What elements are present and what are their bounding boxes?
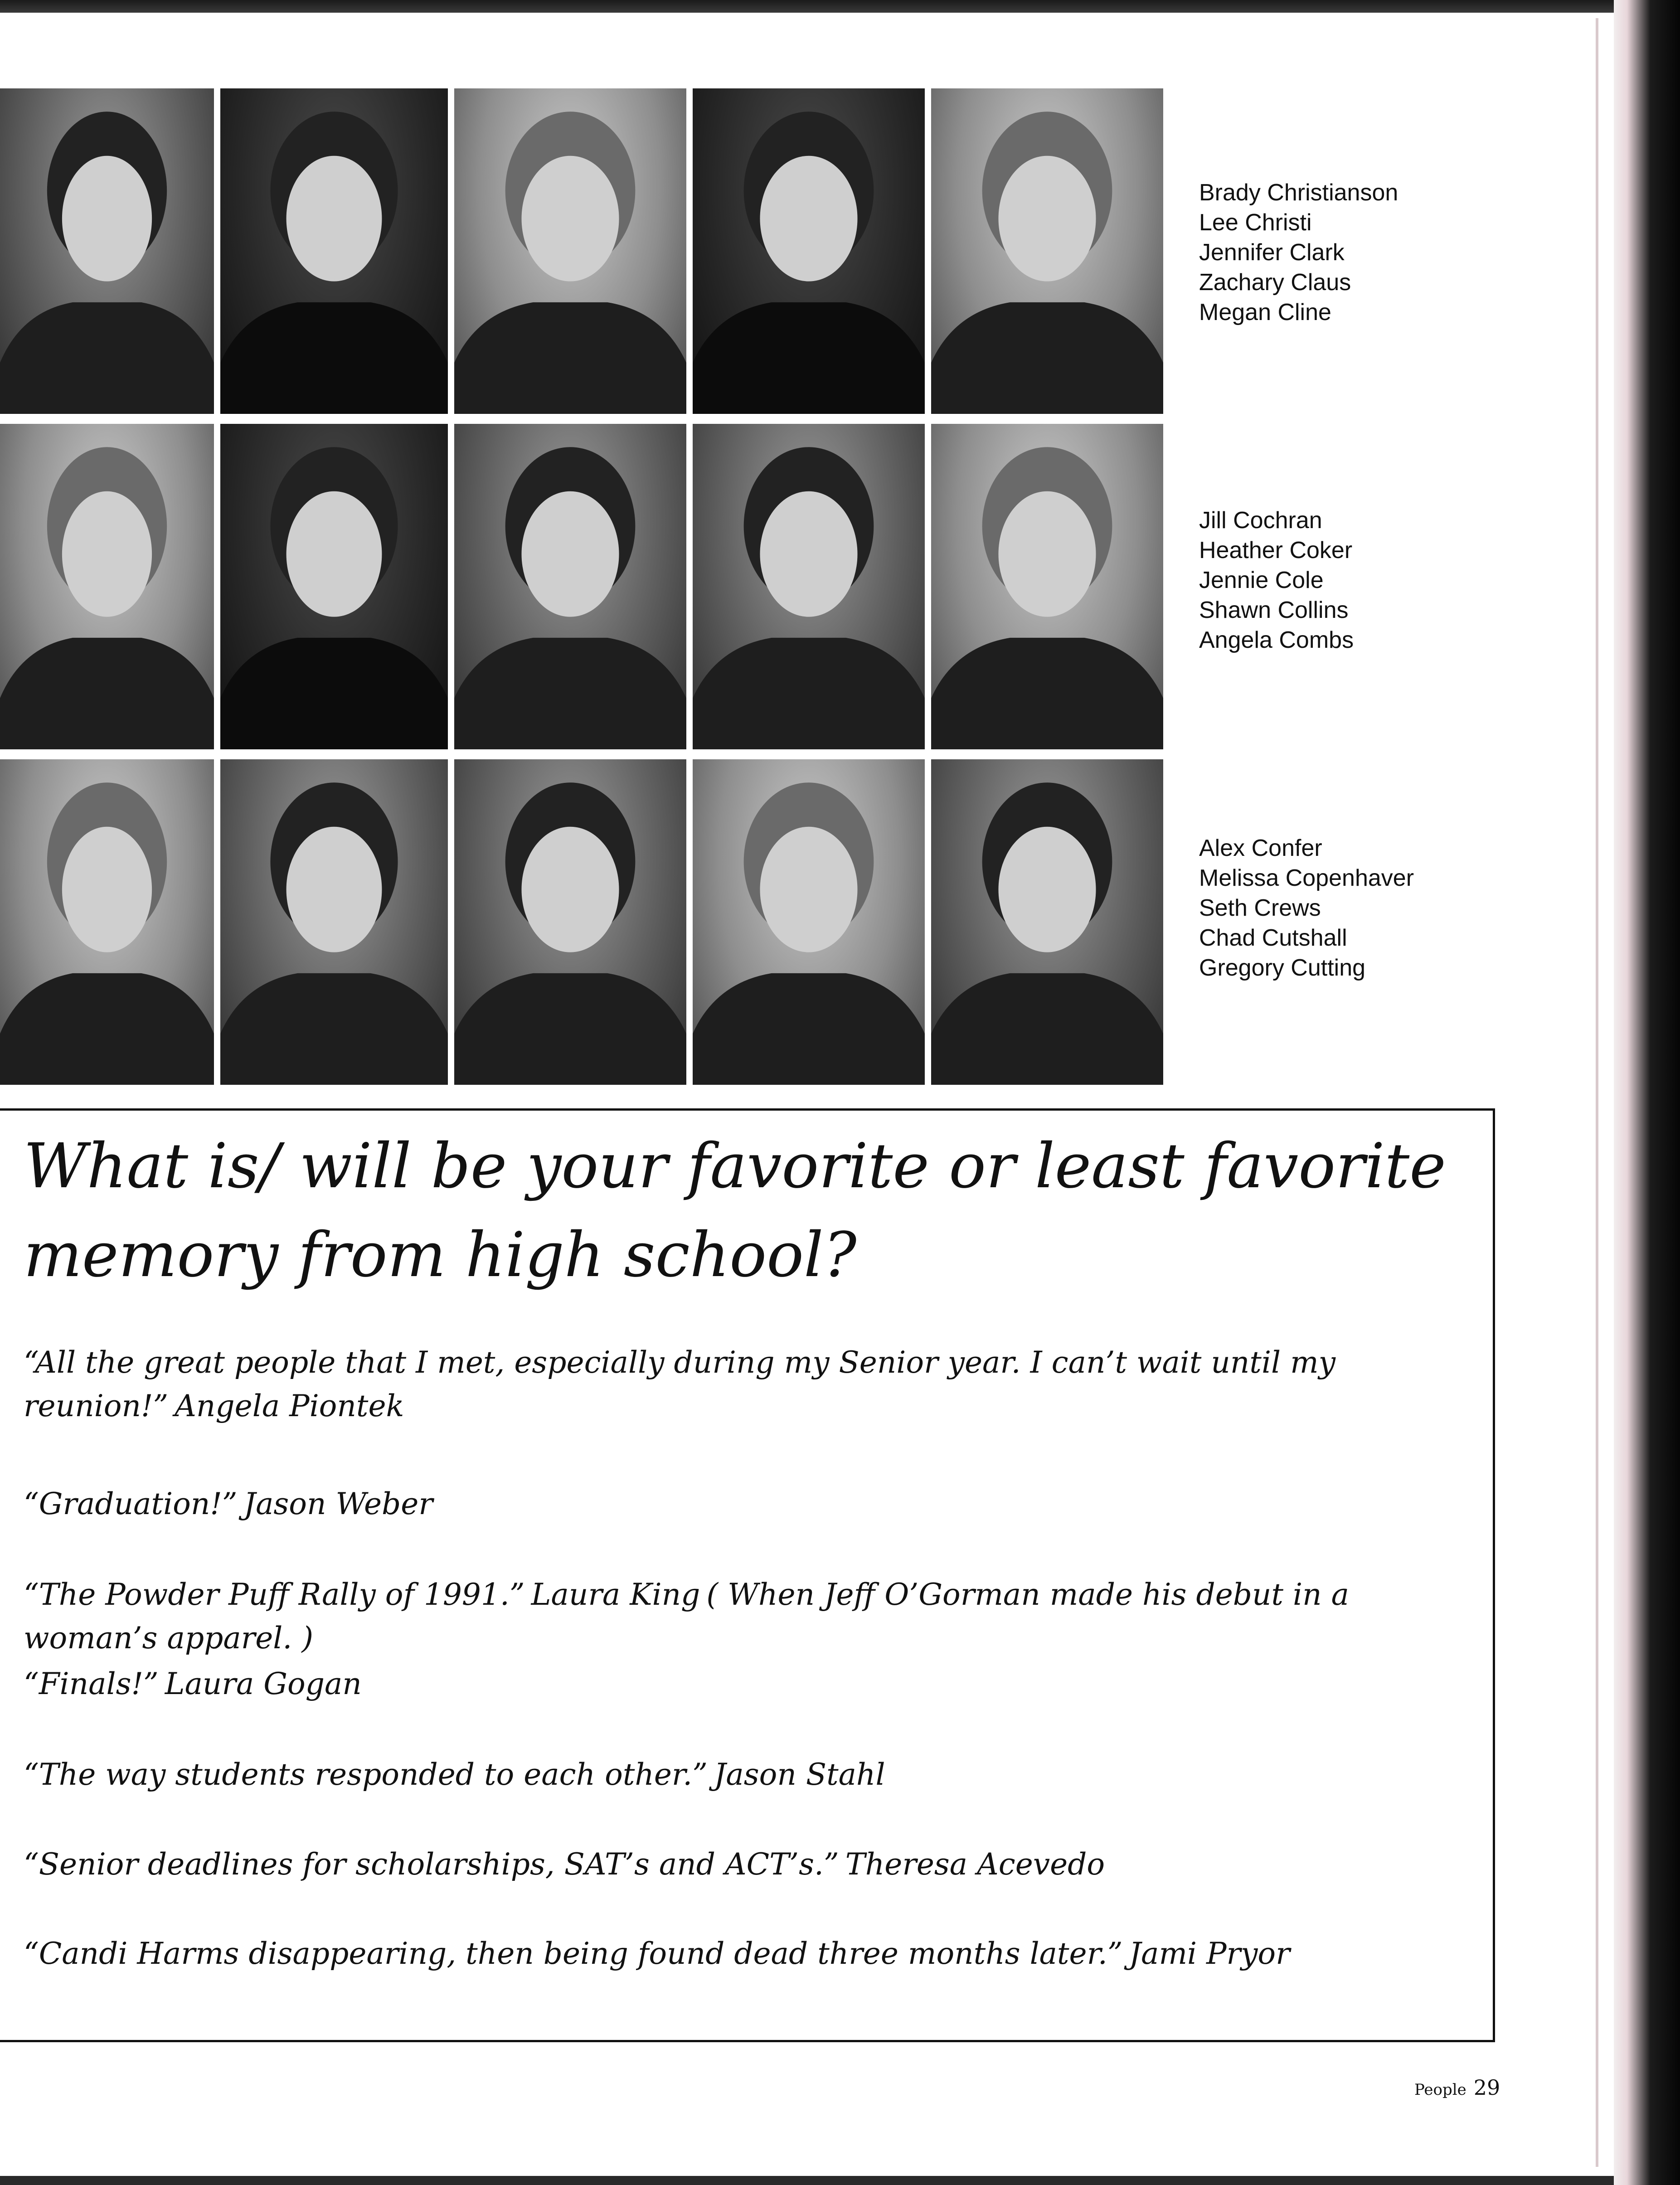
portrait-shawn-collins bbox=[693, 424, 925, 749]
portrait-shoulders bbox=[0, 302, 214, 414]
portrait-jill-cochran bbox=[0, 424, 214, 749]
portrait-face bbox=[760, 827, 857, 952]
portrait-angela-combs bbox=[931, 424, 1163, 749]
student-name: Heather Coker bbox=[1199, 537, 1353, 563]
name-list-row-2 bbox=[1199, 505, 1516, 655]
portrait-face bbox=[760, 156, 857, 282]
portrait-heather-coker bbox=[220, 424, 448, 749]
footer-section: People bbox=[1414, 2081, 1466, 2099]
portrait-silhouette bbox=[931, 424, 1163, 749]
portrait-face bbox=[286, 156, 382, 282]
portrait-face bbox=[286, 827, 382, 952]
student-name: Jill Cochran bbox=[1199, 507, 1322, 534]
portrait-shoulders bbox=[931, 302, 1163, 414]
answer-quote: “The way students responded to each other.” bbox=[24, 1757, 708, 1792]
answer-attribution: Jason Weber bbox=[243, 1486, 433, 1521]
portrait-face bbox=[998, 156, 1096, 282]
portrait-shoulders bbox=[0, 638, 214, 749]
portrait-shoulders bbox=[220, 638, 448, 749]
portrait-grid bbox=[0, 88, 1167, 1077]
student-name: Angela Combs bbox=[1199, 627, 1354, 653]
portrait-silhouette bbox=[0, 88, 214, 414]
portrait-shoulders bbox=[220, 302, 448, 414]
student-name: Gregory Cutting bbox=[1199, 955, 1366, 981]
portrait-face bbox=[998, 491, 1096, 617]
answer-attribution: Laura King bbox=[531, 1577, 700, 1612]
page-edge-line bbox=[1596, 18, 1598, 2167]
binding-edge bbox=[1614, 0, 1680, 2185]
portrait-silhouette bbox=[454, 759, 686, 1085]
portrait-shoulders bbox=[693, 302, 925, 414]
portrait-silhouette bbox=[693, 88, 925, 414]
portrait-silhouette bbox=[454, 424, 686, 749]
answer-attribution: Theresa Acevedo bbox=[845, 1847, 1105, 1882]
answer-attribution: Jami Pryor bbox=[1129, 1936, 1290, 1971]
question-heading: What is/ will be your favorite or least favorite memory from high school? bbox=[24, 1131, 1446, 1291]
student-name: Chad Cutshall bbox=[1199, 925, 1347, 951]
student-name: Lee Christi bbox=[1199, 209, 1312, 236]
answer-6 bbox=[24, 1843, 1483, 1886]
name-list-row-3 bbox=[1199, 833, 1516, 983]
answer-attribution: Jason Stahl bbox=[714, 1757, 885, 1792]
answer-7 bbox=[24, 1932, 1483, 1976]
portrait-face bbox=[62, 827, 152, 952]
portrait-shoulders bbox=[220, 973, 448, 1085]
portrait-megan-cline bbox=[931, 88, 1163, 414]
portrait-chad-cutshall bbox=[693, 759, 925, 1085]
bottom-border bbox=[0, 2176, 1614, 2185]
portrait-lee-christi bbox=[220, 88, 448, 414]
portrait-face bbox=[286, 491, 382, 617]
answer-note: ( When Jeff O’Gorman made his debut in a woman’s apparel. ) bbox=[24, 1577, 1349, 1656]
portrait-gregory-cutting bbox=[931, 759, 1163, 1085]
answer-quote: “All the great people that I met, especially during my Senior year. I can’t wait until my reunion!” bbox=[24, 1345, 1336, 1423]
portrait-face bbox=[62, 156, 152, 282]
portrait-silhouette bbox=[220, 88, 448, 414]
portrait-face bbox=[521, 491, 619, 617]
portrait-jennifer-clark bbox=[454, 88, 686, 414]
answer-attribution: Angela Piontek bbox=[175, 1389, 404, 1423]
top-border bbox=[0, 0, 1680, 13]
portrait-silhouette bbox=[931, 759, 1163, 1085]
portrait-melissa-copenhaver bbox=[220, 759, 448, 1085]
answer-quote: “Senior deadlines for scholarships, SAT’s and ACT’s.” bbox=[24, 1847, 839, 1882]
portrait-shoulders bbox=[454, 973, 686, 1085]
portrait-silhouette bbox=[220, 424, 448, 749]
portrait-silhouette bbox=[0, 759, 214, 1085]
student-name: Melissa Copenhaver bbox=[1199, 865, 1414, 891]
portrait-zachary-claus bbox=[693, 88, 925, 414]
portrait-shoulders bbox=[454, 302, 686, 414]
portrait-silhouette bbox=[220, 759, 448, 1085]
student-name: Alex Confer bbox=[1199, 835, 1322, 861]
portrait-face bbox=[760, 491, 857, 617]
answer-1 bbox=[24, 1341, 1483, 1428]
answer-quote: “Graduation!” bbox=[24, 1486, 238, 1521]
answer-quote: “Finals!” bbox=[24, 1666, 159, 1701]
portrait-silhouette bbox=[693, 759, 925, 1085]
portrait-face bbox=[998, 827, 1096, 952]
answer-4 bbox=[24, 1662, 1483, 1706]
portrait-shoulders bbox=[931, 638, 1163, 749]
portrait-jennie-cole bbox=[454, 424, 686, 749]
answer-2 bbox=[24, 1482, 1483, 1526]
page-number: 29 bbox=[1473, 2075, 1500, 2100]
answer-quote: “The Powder Puff Rally of 1991.” bbox=[24, 1577, 525, 1612]
portrait-shoulders bbox=[931, 973, 1163, 1085]
answer-5 bbox=[24, 1753, 1483, 1797]
page-footer bbox=[1414, 2075, 1500, 2100]
student-name: Zachary Claus bbox=[1199, 269, 1351, 296]
student-name: Shawn Collins bbox=[1199, 597, 1349, 623]
portrait-silhouette bbox=[693, 424, 925, 749]
portrait-shoulders bbox=[0, 973, 214, 1085]
student-name: Jennie Cole bbox=[1199, 567, 1324, 593]
student-name: Seth Crews bbox=[1199, 895, 1321, 921]
portrait-shoulders bbox=[454, 638, 686, 749]
name-list-row-1 bbox=[1199, 178, 1516, 327]
answer-quote: “Candi Harms disappearing, then being found dead three months later.” bbox=[24, 1936, 1123, 1971]
student-name: Megan Cline bbox=[1199, 299, 1331, 325]
portrait-silhouette bbox=[454, 88, 686, 414]
portrait-face bbox=[521, 827, 619, 952]
portrait-brady-christianson bbox=[0, 88, 214, 414]
student-name: Brady Christianson bbox=[1199, 180, 1398, 206]
answer-3 bbox=[24, 1573, 1483, 1660]
portrait-alex-confer bbox=[0, 759, 214, 1085]
portrait-face bbox=[62, 491, 152, 617]
answer-attribution: Laura Gogan bbox=[165, 1666, 362, 1701]
portrait-shoulders bbox=[693, 638, 925, 749]
portrait-seth-crews bbox=[454, 759, 686, 1085]
portrait-shoulders bbox=[693, 973, 925, 1085]
portrait-silhouette bbox=[931, 88, 1163, 414]
student-name: Jennifer Clark bbox=[1199, 239, 1345, 266]
portrait-face bbox=[521, 156, 619, 282]
portrait-silhouette bbox=[0, 424, 214, 749]
